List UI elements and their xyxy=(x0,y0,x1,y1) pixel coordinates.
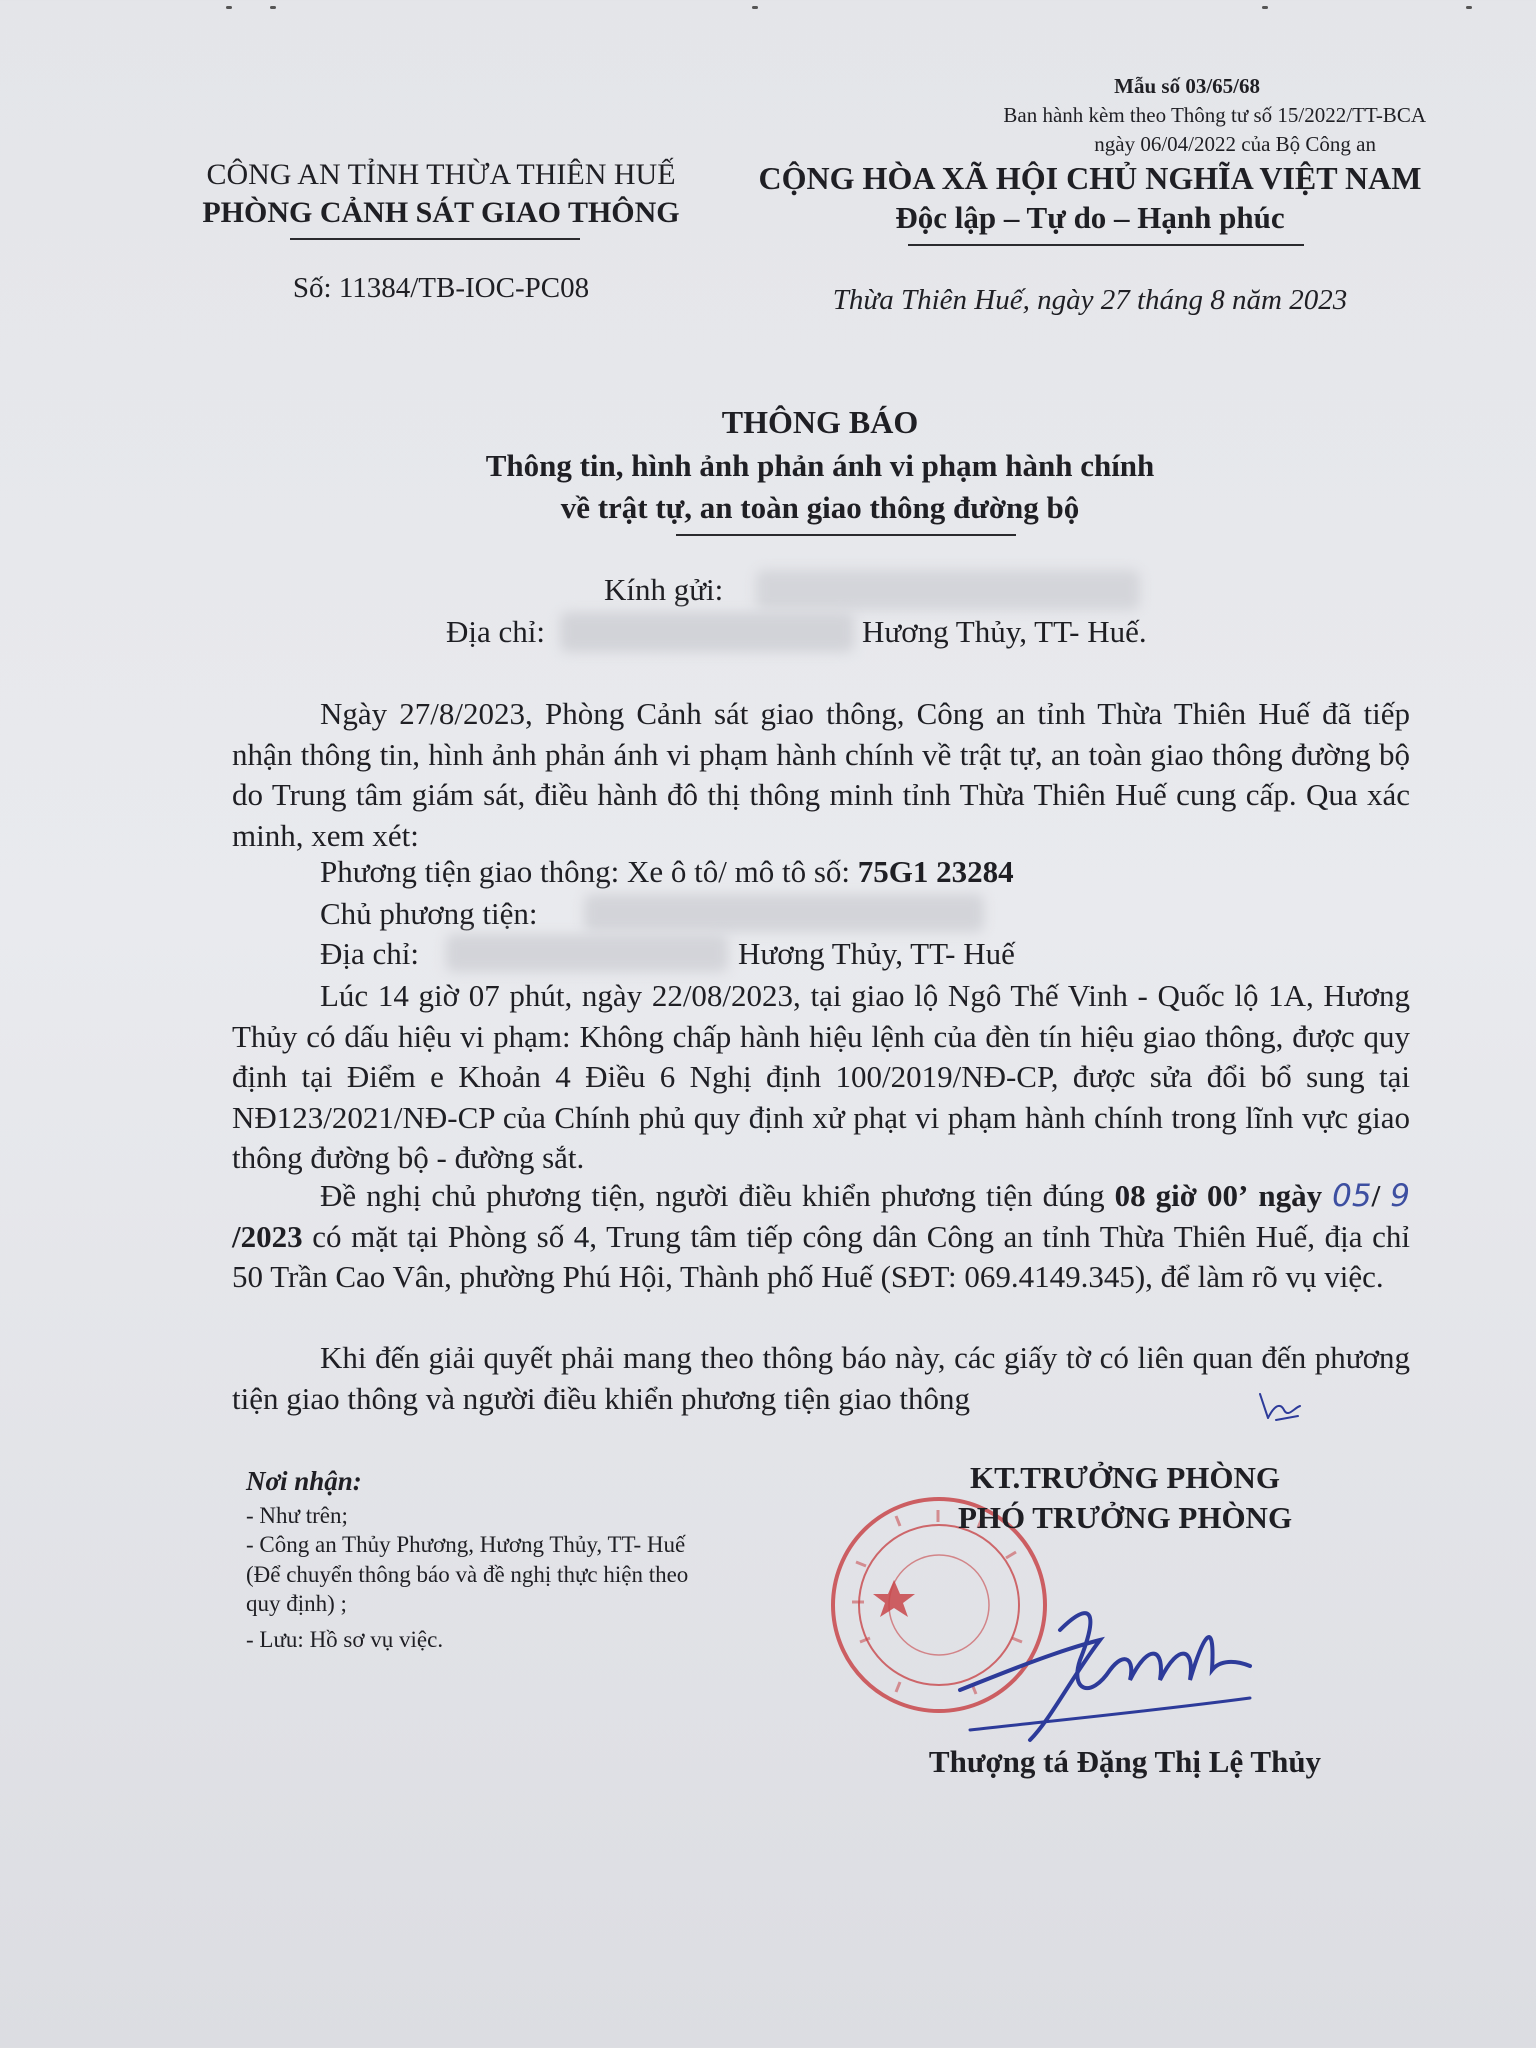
recipient-item: quy định) ; xyxy=(246,1591,347,1616)
recipient-label: Kính gửi: xyxy=(604,572,724,607)
signer-name: Thượng tá Đặng Thị Lệ Thủy xyxy=(928,1744,1322,1779)
document-subtitle-1: Thông tin, hình ảnh phản ánh vi phạm hành chính xyxy=(485,448,1155,483)
appointment-month-handwritten: 9 xyxy=(1390,1178,1411,1214)
appointment-day-label: ngày xyxy=(1258,1178,1323,1213)
appointment-year: /2023 xyxy=(232,1218,303,1254)
redacted-recipient-address xyxy=(560,612,854,652)
document-number: Số: 11384/TB-IOC-PC08 xyxy=(292,272,590,304)
vehicle-line xyxy=(320,854,1014,890)
recipients-title: Nơi nhận: xyxy=(246,1466,362,1496)
document-title: THÔNG BÁO xyxy=(721,404,919,440)
form-note-1: Ban hành kèm theo Thông tư số 15/2022/TT-BCA xyxy=(1003,103,1426,127)
recipient-item: - Công an Thủy Phương, Hương Thủy, TT- Huế xyxy=(246,1532,686,1557)
form-note-2: ngày 06/04/2022 của Bộ Công an xyxy=(1094,132,1376,156)
redacted-owner-address xyxy=(446,934,728,972)
vehicle-plate: 75G1 23284 xyxy=(857,854,1014,889)
paragraph-violation xyxy=(232,976,1410,1179)
vehicle-label: Phương tiện giao thông: Xe ô tô/ mô tô số: xyxy=(320,854,851,889)
owner-address-label: Địa chỉ: xyxy=(320,936,419,971)
form-code: Mẫu số 03/65/68 xyxy=(1114,74,1260,98)
recipient-item: (Để chuyển thông báo và đề nghị thực hiện theo xyxy=(246,1562,689,1587)
appointment-intro: Đề nghị chủ phương tiện, người điều khiển phương tiện đúng xyxy=(320,1178,1105,1213)
paragraph-receipt-text: Ngày 27/8/2023, Phòng Cảnh sát giao thông, Công an tỉnh Thừa Thiên Huế đã tiếp nhận thông tin, hình ảnh phản ánh vi phạm hành chính về trật tự, an toàn giao thông đường bộ do Trung tâm giám sát, điều hành đô thị thông minh tỉnh Thừa Thiên Huế cung cấp. Qua xác minh, xem xét: xyxy=(232,696,1410,853)
agency-line-1: CÔNG AN TỈNH THỪA THIÊN HUẾ xyxy=(206,158,676,191)
signature-title-2: PHÓ TRƯỞNG PHÒNG xyxy=(957,1500,1293,1535)
handwritten-signature xyxy=(950,1570,1270,1750)
paragraph-instructions-text: Khi đến giải quyết phải mang theo thông báo này, các giấy tờ có liên quan đến phương tiện giao thông và người điều khiển phương tiện giao thông xyxy=(232,1340,1410,1416)
place-date: Thừa Thiên Huế, ngày 27 tháng 8 năm 2023 xyxy=(832,284,1348,316)
appointment-time: 08 giờ 00’ xyxy=(1114,1178,1249,1213)
handwritten-initials-mark xyxy=(1254,1388,1304,1424)
signature-title-1: KT.TRƯỞNG PHÒNG xyxy=(970,1460,1280,1495)
paragraph-instructions xyxy=(232,1338,1410,1419)
nation-line-2: Độc lập – Tự do – Hạnh phúc xyxy=(895,200,1285,235)
appointment-details: có mặt tại Phòng số 4, Trung tâm tiếp công dân Công an tỉnh Thừa Thiên Huế, địa chỉ 50 Trần Cao Vân, phường Phú Hội, Thành phố Huế (SĐT: 069.4149.345), để làm rõ vụ việc. xyxy=(232,1218,1410,1295)
title-underline xyxy=(676,534,1016,536)
recipient-address-visible: Hương Thủy, TT- Huế. xyxy=(862,614,1147,649)
nation-line-1: CỘNG HÒA XÃ HỘI CHỦ NGHĨA VIỆT NAM xyxy=(758,160,1422,196)
owner-address-visible: Hương Thủy, TT- Huế xyxy=(738,936,1015,971)
agency-line-2: PHÒNG CẢNH SÁT GIAO THÔNG xyxy=(202,196,680,229)
recipient-item: - Lưu: Hồ sơ vụ việc. xyxy=(246,1627,444,1652)
recipient-item: - Như trên; xyxy=(246,1503,348,1528)
paragraph-violation-text: Lúc 14 giờ 07 phút, ngày 22/08/2023, tại giao lộ Ngô Thế Vinh - Quốc lộ 1A, Hương Thủy có dấu hiệu vi phạm: Không chấp hành hiệu lệnh của đèn tín hiệu giao thông, được quy định tại Điểm e Khoản 4 Điều 6 Nghị định 100/2019/NĐ-CP, được sửa đổi bổ sung tại NĐ123/2021/NĐ-CP của Chính phủ quy định xử phạt vi phạm hành chính trong lĩnh vực giao thông đường bộ - đường sắt. xyxy=(232,978,1410,1176)
owner-label: Chủ phương tiện: xyxy=(320,896,538,931)
scan-edge-marks xyxy=(0,6,1536,16)
redacted-owner-name xyxy=(584,894,984,932)
paragraph-receipt xyxy=(232,694,1410,856)
agency-underline xyxy=(290,238,580,240)
paragraph-appointment: Đề nghị chủ phương tiện, người điều khiển phương tiện đúng 08 giờ 00’ ngày 05/ 9 /2023 có mặt tại Phòng số 4, Trung tâm tiếp công dân Công an tỉnh Thừa Thiên Huế, địa chỉ 50 Trần Cao Vân, phường Phú Hội, Thành phố Huế (SĐT: 069.4149.345), để làm rõ vụ việc. xyxy=(232,1178,1411,1295)
nation-underline xyxy=(908,244,1304,246)
appointment-day-handwritten: 05 xyxy=(1332,1178,1372,1214)
recipient-address-label: Địa chỉ: xyxy=(446,614,545,649)
document-subtitle-2: về trật tự, an toàn giao thông đường bộ xyxy=(560,490,1080,525)
redacted-recipient-name xyxy=(756,570,1140,610)
